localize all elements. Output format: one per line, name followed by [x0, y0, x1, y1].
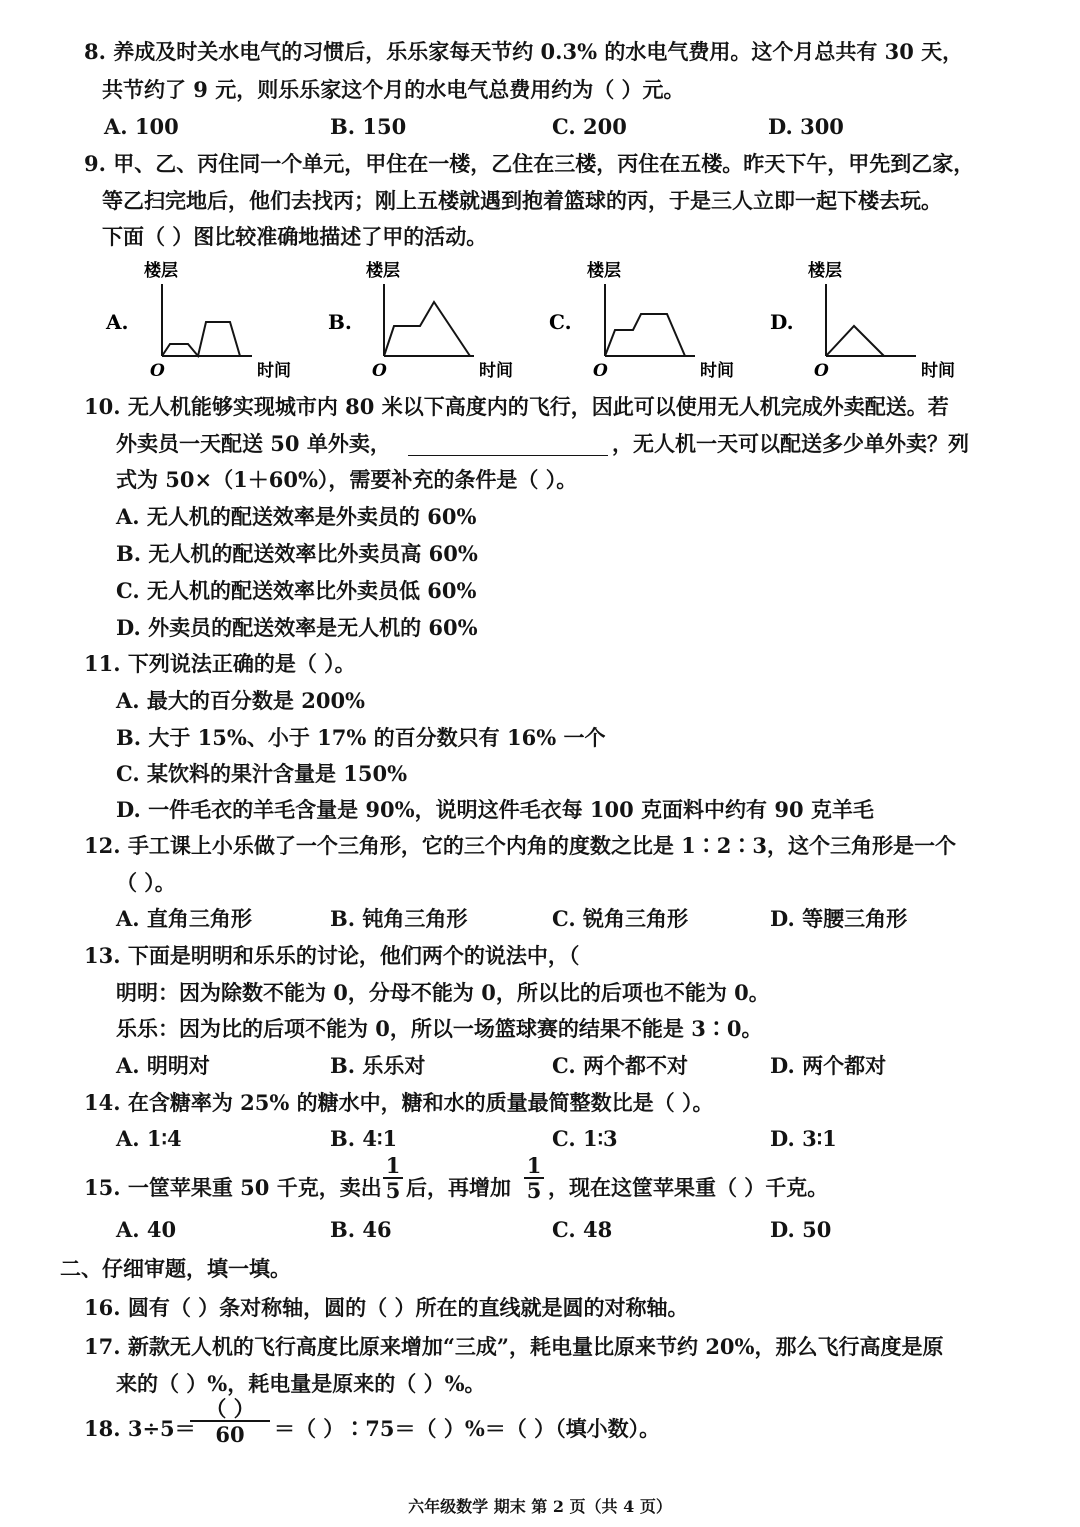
q15-text-part3: ，现在这筐苹果重（ ）千克。 [548, 1175, 829, 1200]
q13-line2: 明明：因为除数不能为 0，分母不能为 0，所以比的后项也不能为 0。 [116, 980, 770, 1005]
q14-option-c: C. 1∶3 [552, 1126, 618, 1151]
q15-option-d: D. 50 [770, 1217, 832, 1242]
q10-answer-blank[interactable] [408, 455, 608, 456]
q10-option-a: A. 无人机的配送效率是外卖员的 60% [116, 504, 477, 529]
q11-line1: 11. 下列说法正确的是（ ）。 [84, 651, 356, 676]
q10-line2-end: ，无人机一天可以配送多少单外卖？列 [612, 431, 969, 456]
q18-fraction [190, 1398, 270, 1448]
q17-line2: 来的（ ）%，耗电量是原来的（ ）%。 [116, 1371, 486, 1396]
graph-c-x-axis-label: 时间 [700, 361, 734, 381]
q8-option-c: C. 200 [552, 114, 627, 139]
q15-fraction-2-numerator: 1 [526, 1153, 542, 1178]
graph-b-x-axis-label: 时间 [479, 361, 513, 381]
q13-option-d: D. 两个都对 [770, 1053, 887, 1078]
q13-option-a: A. 明明对 [116, 1053, 210, 1078]
q10-line1: 10. 无人机能够实现城市内 80 米以下高度内的飞行，因此可以使用无人机完成外卖配送。若 [84, 394, 949, 419]
q10-line3: 式为 50×（1＋60%），需要补充的条件是（ ）。 [116, 467, 578, 492]
graph-c-option-label: C. [549, 310, 572, 334]
q8-option-a: A. 100 [104, 114, 179, 139]
q9-line3: 下面（ ）图比较准确地描述了甲的活动。 [102, 224, 488, 249]
graph-d-activity-line [826, 326, 884, 356]
q11-option-d: D. 一件毛衣的羊毛含量是 90%，说明这件毛衣每 100 克面料中约有 90 克羊毛 [116, 797, 874, 822]
q11-option-a: A. 最大的百分数是 200% [116, 688, 366, 713]
q11-option-b: B. 大于 15%、小于 17% 的百分数只有 16% 一个 [116, 725, 606, 750]
q14-line1: 14. 在含糖率为 25% 的糖水中，糖和水的质量最简整数比是（ ）。 [84, 1090, 714, 1115]
graph-b-activity-line [384, 302, 470, 356]
q18-fraction-denominator: 60 [190, 1420, 270, 1448]
page-footer: 六年级数学 期末 第 2 页（共 4 页） [408, 1497, 672, 1516]
q15-fraction-1-numerator: 1 [385, 1153, 401, 1178]
q15-option-a: A. 40 [116, 1217, 177, 1242]
q15-text-part2: 后，再增加 [406, 1175, 511, 1200]
graph-c-origin: O [593, 361, 608, 381]
q10-option-c: C. 无人机的配送效率比外卖员低 60% [116, 578, 477, 603]
q13-line1: 13. 下面是明明和乐乐的讨论，他们两个的说法中，（ [84, 943, 580, 968]
graph-b-origin: O [372, 361, 387, 381]
q13-option-b: B. 乐乐对 [330, 1053, 426, 1078]
q8-line1: 8. 养成及时关水电气的习惯后，乐乐家每天节约 0.3% 的水电气费用。这个月总共有 30 天， [84, 39, 964, 64]
q9-line2: 等乙扫完地后，他们去找丙；刚上五楼就遇到抱着篮球的丙，于是三人立即一起下楼去玩。 [102, 188, 942, 213]
q13-line3: 乐乐：因为比的后项不能为 0，所以一场篮球赛的结果不能是 3∶0。 [116, 1016, 763, 1041]
q9-graph-b [322, 256, 532, 384]
q15-fraction-2 [524, 1155, 544, 1203]
q12-option-a: A. 直角三角形 [116, 906, 252, 931]
graph-a-option-label: A. [106, 310, 129, 334]
graph-c-y-axis-label: 楼层 [587, 261, 621, 281]
q9-graph-a [100, 256, 310, 384]
q18-text-part1: 18. 3÷5＝ [84, 1416, 196, 1441]
q14-option-d: D. 3∶1 [770, 1126, 837, 1151]
q15-text-part1: 15. 一筐苹果重 50 千克，卖出 [84, 1175, 382, 1200]
graph-b-y-axis-label: 楼层 [366, 261, 400, 281]
graph-d-y-axis-label: 楼层 [808, 261, 842, 281]
q11-option-c: C. 某饮料的果汁含量是 150% [116, 761, 408, 786]
q10-line2-start: 外卖员一天配送 50 单外卖， [116, 431, 391, 456]
q15-fraction-1 [383, 1155, 403, 1203]
q14-option-b: B. 4∶1 [330, 1126, 398, 1151]
q15-option-b: B. 46 [330, 1217, 392, 1242]
graph-d-option-label: D. [770, 310, 794, 334]
graph-c-activity-line [605, 314, 685, 356]
q14-option-a: A. 1∶4 [116, 1126, 182, 1151]
q17-line1: 17. 新款无人机的飞行高度比原来增加“三成”，耗电量比原来节约 20%，那么飞行高度是原 [84, 1334, 944, 1359]
q12-option-d: D. 等腰三角形 [770, 906, 908, 931]
q12-option-c: C. 锐角三角形 [552, 906, 688, 931]
q15-fraction-1-denominator: 5 [383, 1177, 403, 1203]
section-2-heading: 二、仔细审题，填一填。 [60, 1256, 291, 1281]
q18-fraction-numerator: （ ） [205, 1396, 255, 1421]
q16-line1: 16. 圆有（ ）条对称轴，圆的（ ）所在的直线就是圆的对称轴。 [84, 1295, 689, 1320]
q9-graph-d [764, 256, 974, 384]
graph-a-activity-line [162, 322, 240, 356]
q8-line2: 共节约了 9 元，则乐乐家这个月的水电气总费用约为（ ）元。 [102, 77, 685, 102]
q12-line1: 12. 手工课上小乐做了一个三角形，它的三个内角的度数之比是 1∶2∶3，这个三角形是一个 [84, 833, 956, 858]
q10-option-b: B. 无人机的配送效率比外卖员高 60% [116, 541, 478, 566]
graph-d-origin: O [814, 361, 829, 381]
q18-text-part2: ＝（ ）∶75＝（ ）%＝（ ）（填小数）。 [274, 1416, 661, 1441]
graph-a-y-axis-label: 楼层 [144, 261, 178, 281]
graph-a-x-axis-label: 时间 [257, 361, 291, 381]
q9-graph-c [543, 256, 753, 384]
q15-option-c: C. 48 [552, 1217, 613, 1242]
q8-option-d: D. 300 [768, 114, 844, 139]
graph-d-x-axis-label: 时间 [921, 361, 955, 381]
graph-b-option-label: B. [328, 310, 352, 334]
q10-option-d: D. 外卖员的配送效率是无人机的 60% [116, 615, 478, 640]
q12-line2: （ ）。 [116, 870, 176, 895]
graph-a-origin: O [150, 361, 165, 381]
q9-line1: 9. 甲、乙、丙住同一个单元，甲住在一楼，乙住在三楼，丙住在五楼。昨天下午，甲先到乙家， [84, 151, 975, 176]
q8-option-b: B. 150 [330, 114, 407, 139]
q15-fraction-2-denominator: 5 [524, 1177, 544, 1203]
q12-option-b: B. 钝角三角形 [330, 906, 468, 931]
q13-option-c: C. 两个都不对 [552, 1053, 688, 1078]
